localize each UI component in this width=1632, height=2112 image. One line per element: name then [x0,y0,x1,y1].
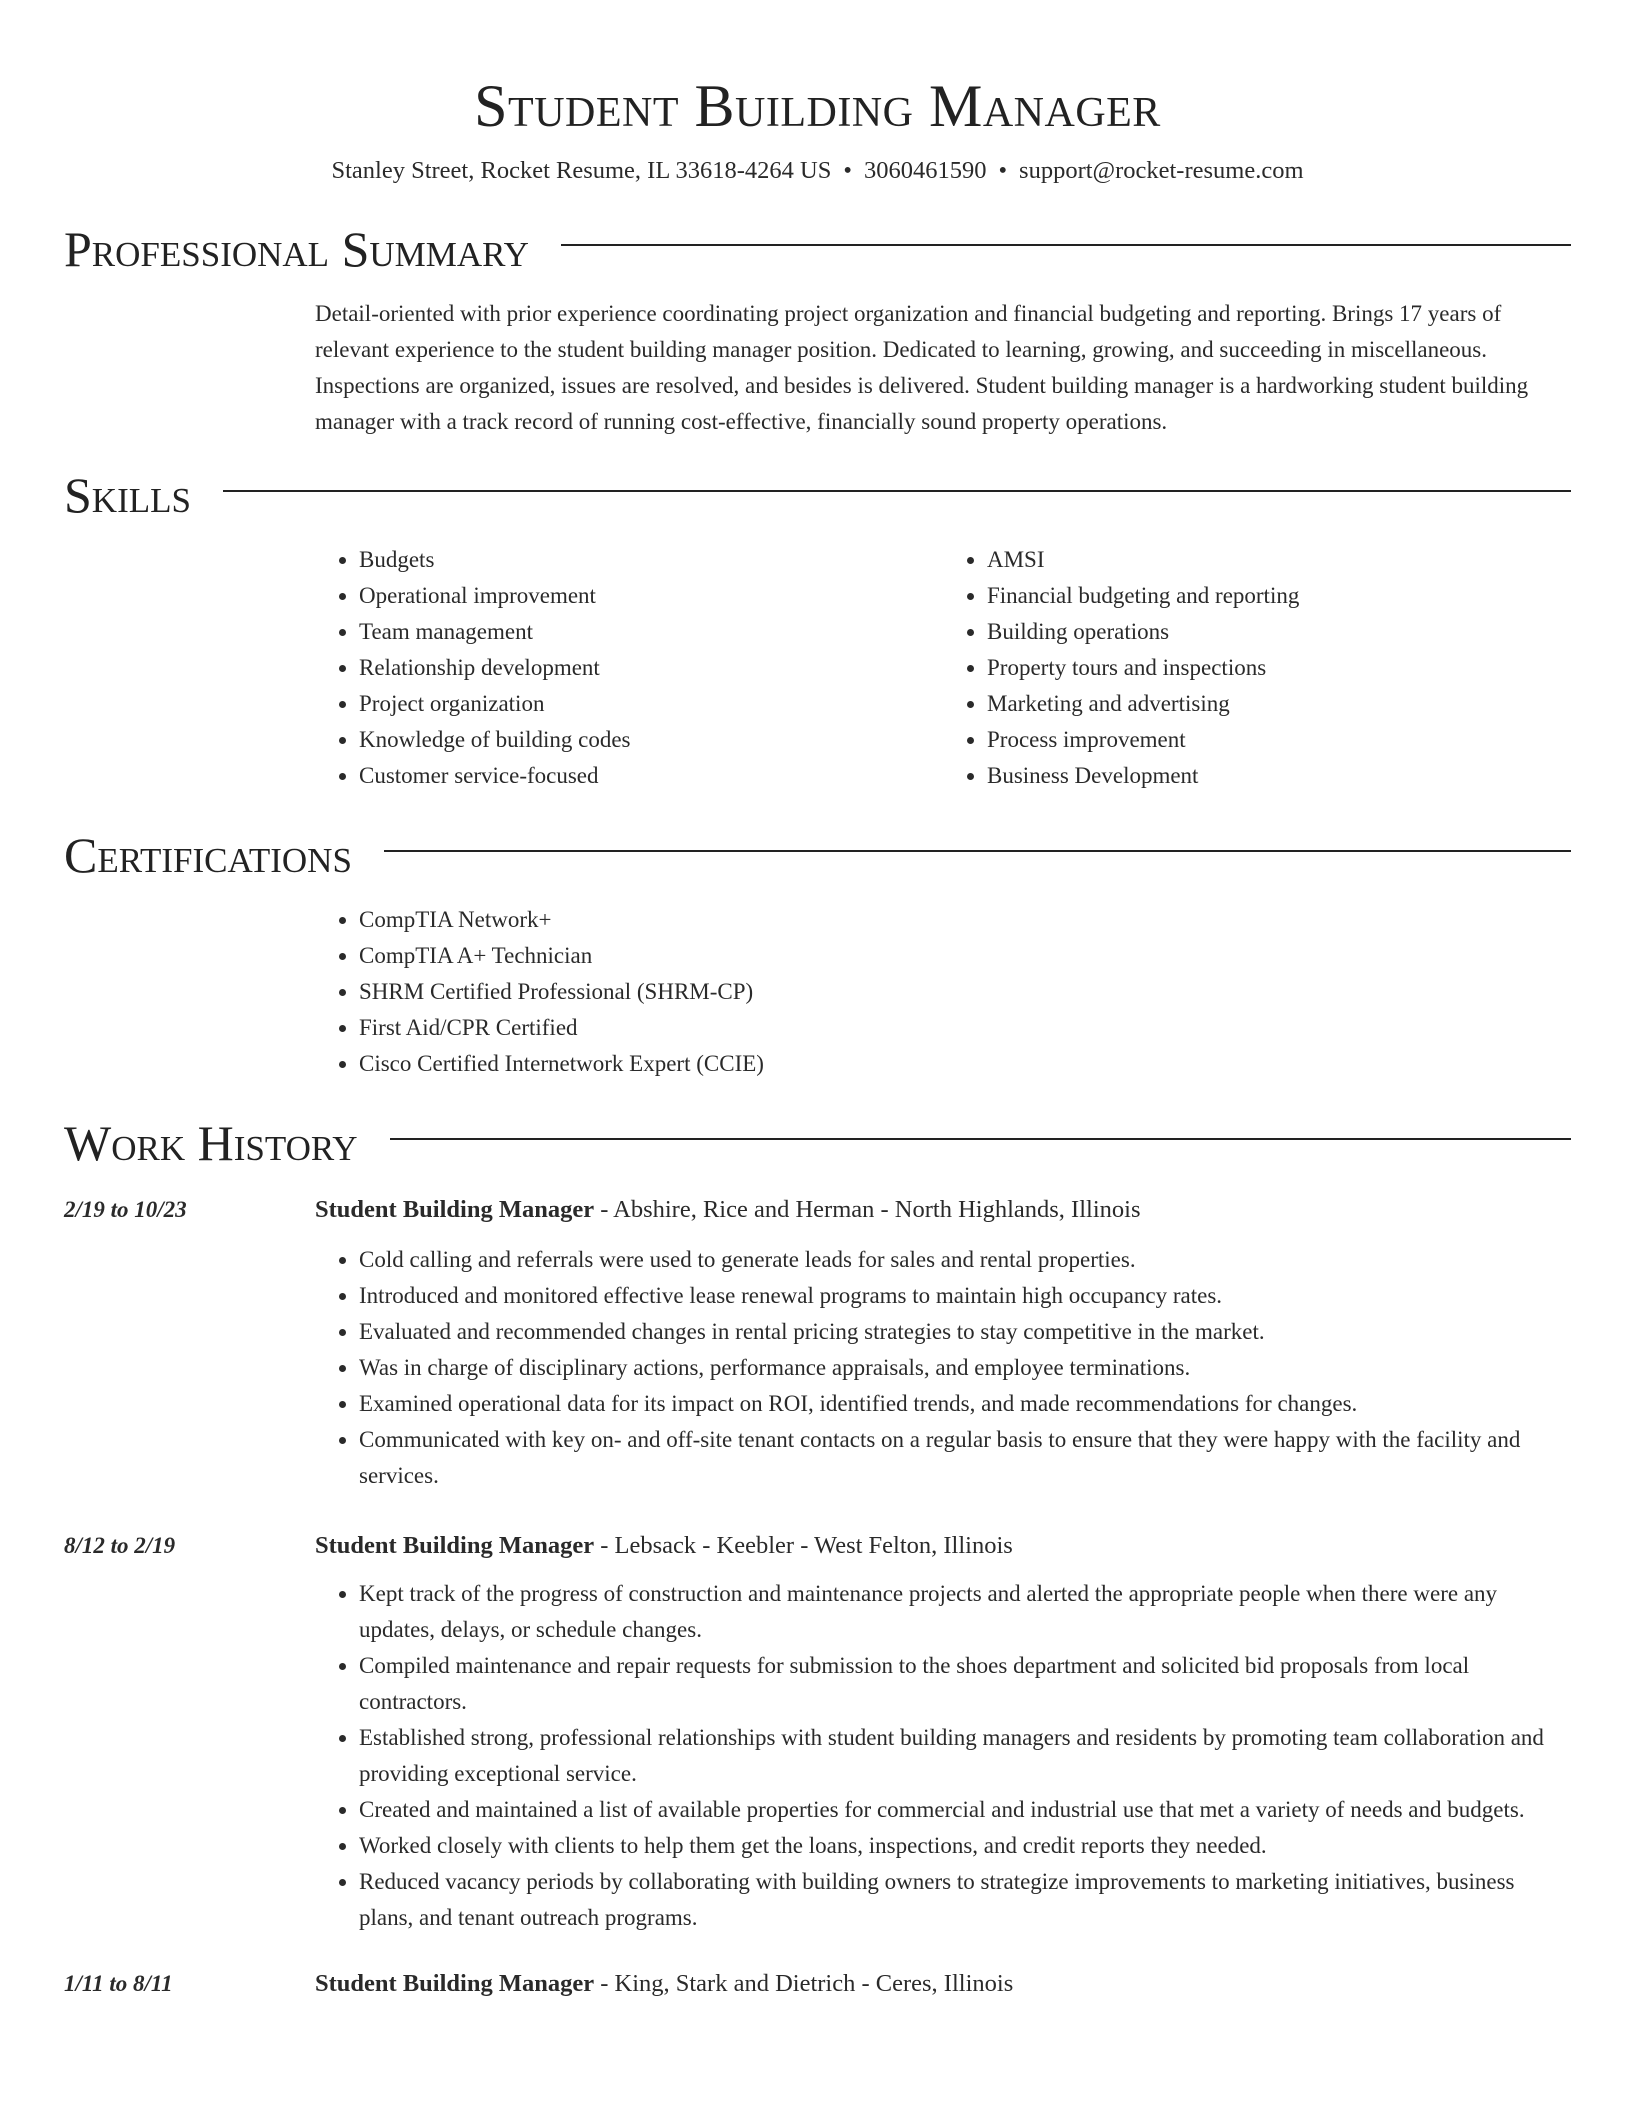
summary-header [64,214,1571,284]
work-history-heading: Work History [64,1115,358,1171]
job-bullet: • Worked closely with clients to help them get the loans, inspections, and credit reports they needed. [359,1828,1571,1864]
work-history-section [64,1108,1571,2002]
section-divider [390,1138,1571,1140]
job-header [315,1966,1571,2002]
section-divider [223,490,1571,492]
job-bullet: • Established strong, professional relationships with student building managers and residents by promoting team collaboration and providing exceptional service. [359,1720,1571,1792]
job-bullet: • Examined operational data for its impact on ROI, identified trends, and made recommendations for changes. [359,1386,1571,1422]
summary-text: Detail-oriented with prior experience coordinating project organization and financial budgeting and reporting. Brings 17 years of relevant experience to the student building manager position. Dedicated to learning, growing, and succeeding in miscellaneous. Inspections are organized, issues are resolved, and besides is delivered. Student building manager is a hardworking student building manager with a track record of running cost-effective, financially sound property operations. [315,301,1529,434]
contact-line [64,154,1571,188]
job-entry [64,1966,1571,2002]
contact-email: support@rocket-resume.com [1019,157,1304,184]
certification-item: • CompTIA Network+ [359,902,1571,938]
contact-separator: • [843,157,852,184]
skills-grid [315,542,1571,794]
skills-header [64,460,1571,530]
certification-item: • Cisco Certified Internetwork Expert (CCIE) [359,1046,1571,1082]
job-dates: 1/11 to 8/11 [64,1971,173,1996]
job-role: Student Building Manager [315,1196,595,1223]
job-bullet: • Evaluated and recommended changes in rental pricing strategies to stay competitive in the market. [359,1314,1571,1350]
job-bullet: • Cold calling and referrals were used to generate leads for sales and rental properties. [359,1242,1571,1278]
contact-phone: 3060461590 [863,157,987,184]
skill-item: • Project organization [359,686,943,722]
job-bullet: • Created and maintained a list of available properties for commercial and industrial use that met a variety of needs and budgets. [359,1792,1571,1828]
certification-item: • First Aid/CPR Certified [359,1010,1571,1046]
job-bullet-list [315,1576,1571,1936]
contact-separator: • [998,157,1008,184]
section-divider [561,244,1571,246]
skill-item: • Team management [359,614,943,650]
skill-item: • Business Development [987,758,1571,794]
skill-item: • Relationship development [359,650,943,686]
job-bullet: • Compiled maintenance and repair requests for submission to the shoes department and solicited bid proposals from local contractors. [359,1648,1571,1720]
skill-item: • Operational improvement [359,578,943,614]
summary-section [64,214,1571,440]
job-bullet-list [315,1242,1571,1494]
skills-right-list [943,542,1571,794]
job-dates: 2/19 to 10/23 [64,1197,187,1222]
skills-left-list [315,542,943,794]
job-body [315,1528,1571,1936]
job-body [315,1192,1571,1494]
job-header [315,1192,1571,1228]
skill-item: • Financial budgeting and reporting [987,578,1571,614]
job-dates: 8/12 to 2/19 [64,1533,176,1558]
skill-item: • AMSI [987,542,1571,578]
resume-page [64,0,1571,2002]
job-bullet: • Kept track of the progress of construction and maintenance projects and alerted the appropriate people when there were any updates, delays, or schedule changes. [359,1576,1571,1648]
skill-item: • Knowledge of building codes [359,722,943,758]
work-history-header [64,1108,1571,1178]
summary-heading: Professional Summary [64,221,529,277]
certification-item: • SHRM Certified Professional (SHRM-CP) [359,974,1571,1010]
skill-item: • Property tours and inspections [987,650,1571,686]
job-employer: - Abshire, Rice and Herman - North Highlands, Illinois [594,1196,1141,1223]
certifications-section [64,820,1571,1082]
certifications-heading: Certifications [64,827,352,883]
skills-heading: Skills [64,467,191,523]
job-body [315,1966,1571,2002]
skill-item: • Process improvement [987,722,1571,758]
skill-item: • Marketing and advertising [987,686,1571,722]
certifications-list [315,902,1571,1082]
job-employer: - Lebsack - Keebler - West Felton, Illinois [594,1532,1013,1559]
skills-section [64,460,1571,794]
job-entry [64,1528,1571,1936]
job-bullet: • Introduced and monitored effective lease renewal programs to maintain high occupancy rates. [359,1278,1571,1314]
skill-item: • Budgets [359,542,943,578]
skill-item: • Customer service-focused [359,758,943,794]
skill-item: • Building operations [987,614,1571,650]
job-role: Student Building Manager [315,1532,595,1559]
job-bullet: • Was in charge of disciplinary actions, performance appraisals, and employee terminations. [359,1350,1571,1386]
certifications-header [64,820,1571,890]
job-entry [64,1192,1571,1494]
job-bullet: • Reduced vacancy periods by collaborating with building owners to strategize improvements to marketing initiatives, business plans, and tenant outreach programs. [359,1864,1571,1936]
resume-title: Student Building Manager [474,73,1161,139]
job-bullet: • Communicated with key on- and off-site tenant contacts on a regular basis to ensure that they were happy with the facility and services. [359,1422,1571,1494]
job-header [315,1528,1571,1564]
certification-item: • CompTIA A+ Technician [359,938,1571,974]
job-role: Student Building Manager [315,1970,595,1997]
section-divider [384,850,1571,852]
job-employer: - King, Stark and Dietrich - Ceres, Illinois [594,1970,1014,1997]
contact-address: Stanley Street, Rocket Resume, IL 33618-4264 US [331,157,832,184]
